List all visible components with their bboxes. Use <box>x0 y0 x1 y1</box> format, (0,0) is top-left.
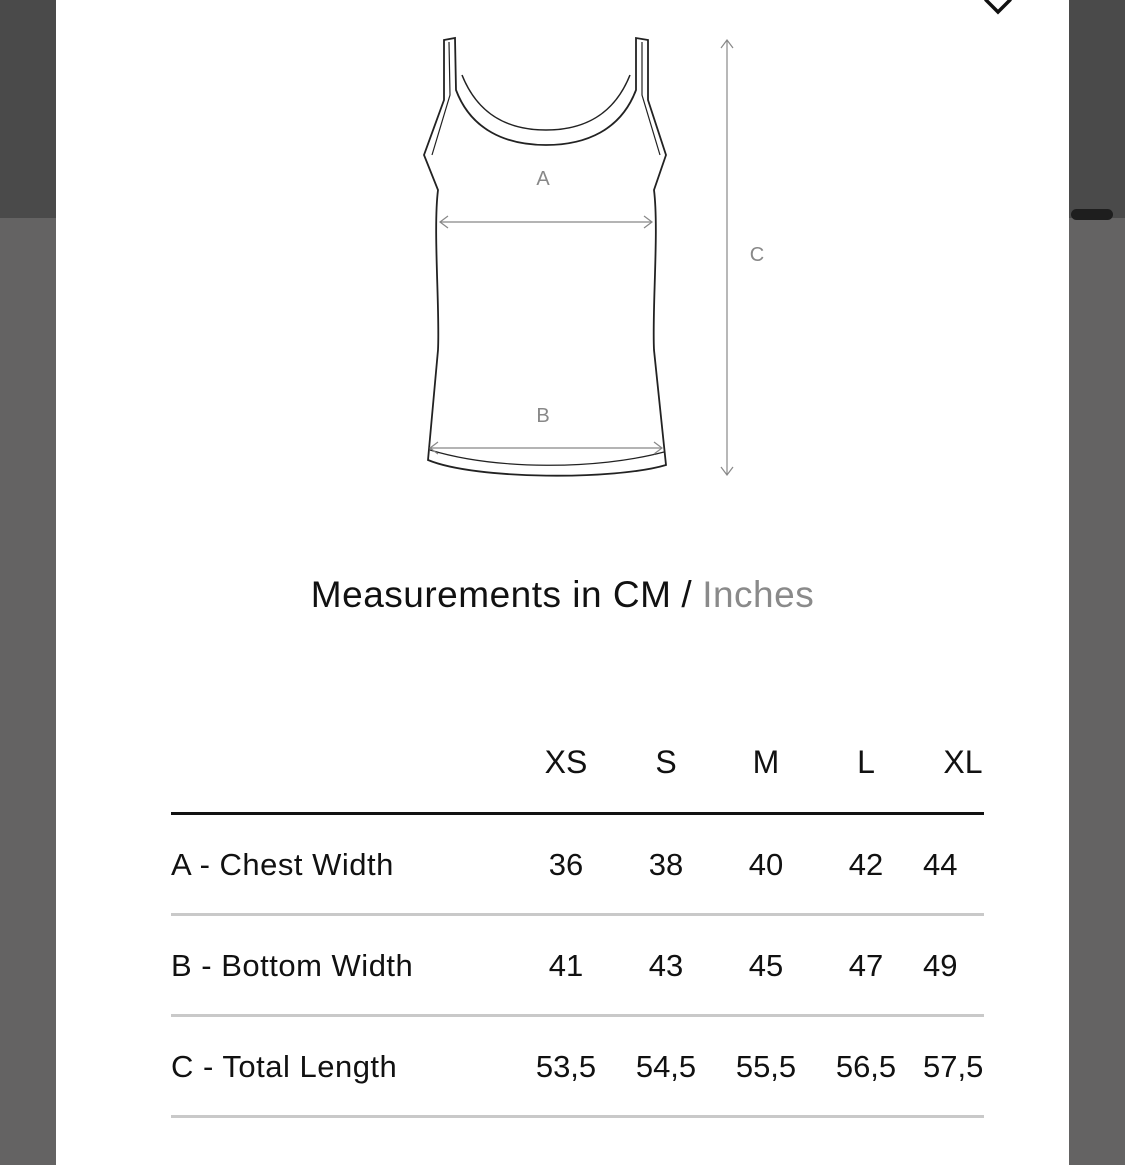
size-header-xl: XL <box>943 744 983 780</box>
total-length-arrow <box>721 40 733 475</box>
strap-left <box>432 42 450 155</box>
table-cell: 47 <box>848 948 884 983</box>
table-cell: 44 <box>923 847 958 882</box>
table-cell: 56,5 <box>835 1049 897 1084</box>
size-chart-table <box>171 740 984 1118</box>
unit-cm-option[interactable]: Measurements in CM <box>310 574 672 615</box>
label-c: C <box>749 244 765 266</box>
table-cell: 43 <box>648 948 684 983</box>
unit-inches-option[interactable]: Inches <box>702 574 815 615</box>
size-header-row <box>171 740 984 815</box>
neckline-trim <box>462 75 630 130</box>
label-a: A <box>536 168 550 190</box>
table-cell: 49 <box>923 948 958 983</box>
row-label: B - Bottom Width <box>171 948 414 983</box>
hem-line <box>430 450 664 465</box>
row-label: C - Total Length <box>171 1049 398 1084</box>
table-cell: 45 <box>748 948 784 983</box>
close-icon <box>984 0 1014 18</box>
table-cell: 53,5 <box>535 1049 597 1084</box>
table-cell: 55,5 <box>735 1049 797 1084</box>
unit-toggle <box>56 574 1069 616</box>
scrollbar-thumb[interactable] <box>1071 209 1113 220</box>
table-cell: 42 <box>848 847 884 882</box>
table-row-total-length <box>171 1017 984 1118</box>
chest-width-arrow <box>440 216 652 228</box>
tank-top-diagram <box>416 30 776 490</box>
label-b: B <box>536 405 550 427</box>
strap-right <box>642 42 660 155</box>
table-row-bottom-width <box>171 916 984 1017</box>
table-row-chest-width <box>171 815 984 916</box>
bottom-width-arrow <box>430 442 662 454</box>
table-cell: 54,5 <box>635 1049 697 1084</box>
size-guide-modal <box>56 0 1069 1165</box>
table-cell: 38 <box>648 847 684 882</box>
size-header-m: M <box>752 744 780 780</box>
close-button[interactable] <box>984 0 1014 18</box>
table-cell: 41 <box>548 948 584 983</box>
backdrop-shade-left <box>0 0 56 218</box>
table-cell: 40 <box>748 847 784 882</box>
row-label: A - Chest Width <box>171 847 394 882</box>
tank-top-illustration <box>416 30 776 490</box>
unit-separator: / <box>681 574 693 615</box>
size-header-l: L <box>857 744 875 780</box>
table-cell: 57,5 <box>923 1049 984 1084</box>
size-header-s: S <box>655 744 677 780</box>
size-header-xs: XS <box>544 744 588 780</box>
backdrop-shade-right <box>1069 0 1125 218</box>
table-cell: 36 <box>548 847 584 882</box>
